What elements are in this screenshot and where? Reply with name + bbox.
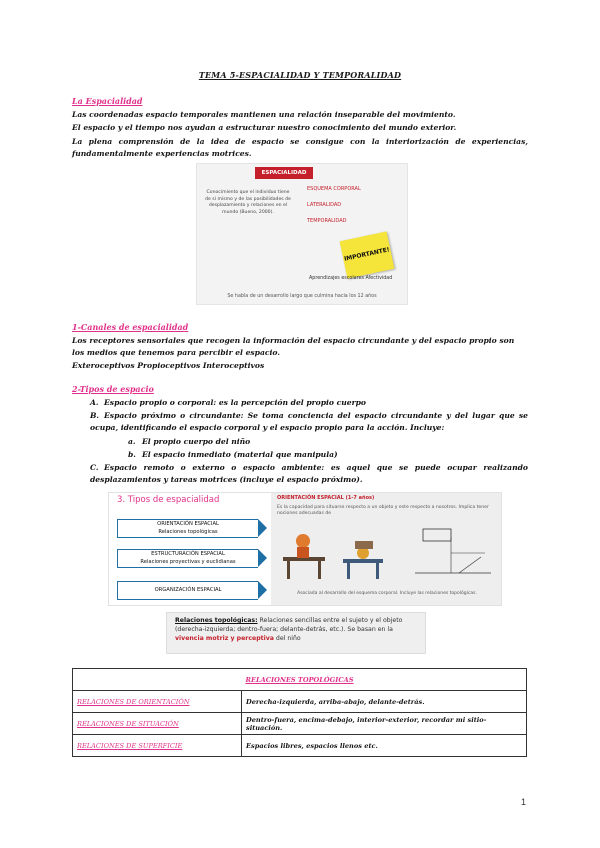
desk-illustration [281, 527, 401, 585]
table-cell-value: Derecha-izquierda, arriba-abajo, delante-detrás. [242, 691, 527, 713]
important-sticky-note: IMPORTANTE! [340, 231, 395, 278]
box-title: ESTRUCTURACIÓN ESPACIAL [151, 551, 225, 557]
slide-banner: ESPACIALIDAD [255, 167, 313, 179]
topologicas-highlight: vivencia motriz y perceptiva [175, 634, 274, 642]
list-marker: C. [90, 463, 99, 472]
topologicas-lead: Relaciones topológicas: [175, 617, 258, 624]
espacialidad-line-3: La plena comprensión de la idea de espacio se consigue con la interiorización de experiencias, fundamentalmente experiencias motrices. [72, 137, 528, 158]
tipos-espacialidad-slide [108, 492, 502, 606]
canales-heading: 1-Canales de espacialidad [72, 322, 189, 332]
table-cell-label: RELACIONES DE SUPERFICIE [73, 735, 242, 757]
box-title: ORGANIZACIÓN ESPACIAL [154, 587, 222, 593]
list-item-text: El espacio inmediato (material que manipula) [142, 450, 338, 459]
table-row [73, 691, 527, 713]
list-item-text: Espacio propio o corporal: es la percepción del propio cuerpo [104, 398, 366, 407]
tipos-heading: 2-Tipos de espacio [72, 384, 154, 394]
diagram-illustration [411, 523, 497, 585]
espacialidad-line-2: El espacio y el tiempo nos ayudan a estructurar nuestro conocimiento del mundo exterior. [72, 123, 457, 132]
orientacion-box [117, 519, 258, 538]
estructuracion-box [117, 549, 258, 568]
list-item [90, 410, 528, 434]
slide-definition: Conocimiento que el individuo tiene de sí mismo y de las posibilidades de desplazamiento y relaciones en el mundo (Bueno, 2000). [205, 190, 291, 215]
table-cell-value: Dentro-fuera, encima-debajo, interior-exterior, recordar mi sitio-situación. [242, 713, 527, 735]
relaciones-topologicas-slide [166, 612, 426, 654]
list-item-text: Espacio próximo o circundante: Se toma conciencia del espacio circundante y del lugar que se ocupa, identificando el espacio corporal y el espacio propio para la acción. Incluye: [90, 411, 528, 432]
slide-right-text: Es la capacidad para situarse respecto a un objeto y este respecto a nosotros. Implica tener nociones adecuadas de [277, 505, 489, 516]
list-subitem [128, 449, 528, 461]
slide-item-esquema: ESQUEMA CORPORAL [307, 186, 361, 192]
box-subtitle: Relaciones topológicas [158, 529, 218, 535]
table-row [73, 735, 527, 757]
box-title: ORIENTACIÓN ESPACIAL [157, 521, 219, 527]
topologicas-body: Relaciones sencillas entre el sujeto y el objeto (derecha-izquierda; dentro-fuera; delante-detrás, etc.). Se basan en la [175, 617, 403, 633]
organizacion-box [117, 581, 258, 600]
table-cell-value: Espacios libres, espacios llenos etc. [242, 735, 527, 757]
list-marker: b. [128, 450, 136, 459]
table-cell-label: RELACIONES DE SITUACIÓN [73, 713, 242, 735]
slide-aside: Aprendizajes escolares Afectividad [309, 276, 393, 281]
table-header-row [73, 669, 527, 691]
table-cell-label: RELACIONES DE ORIENTACIÓN [73, 691, 242, 713]
espacialidad-heading: La Espacialidad [72, 96, 143, 106]
slide-title: 3. Tipos de espacialidad [117, 495, 220, 505]
page-number: 1 [520, 797, 526, 807]
page-title: TEMA 5-ESPACIALIDAD Y TEMPORALIDAD [198, 70, 402, 80]
table-header: RELACIONES TOPOLÓGICAS [73, 669, 527, 691]
list-item-text: El propio cuerpo del niño [142, 437, 251, 446]
espacialidad-slide-image [196, 163, 408, 305]
slide-right-panel [271, 493, 501, 605]
slide-item-temporalidad: TEMPORALIDAD [307, 218, 347, 224]
list-marker: B. [90, 411, 100, 420]
table-row [73, 713, 527, 735]
list-item [90, 397, 528, 409]
espacialidad-line-1: Las coordenadas espacio temporales mantienen una relación inseparable del movimiento. [72, 110, 456, 119]
list-subitem [128, 436, 528, 448]
slide-right-footer: Asociada al desarrollo del esquema corporal. Incluye las relaciones topológicas. [297, 591, 477, 596]
canales-line-2: Exteroceptivos Propioceptivos Interoceptivos [72, 361, 265, 370]
slide-item-lateralidad: LATERALIDAD [307, 202, 342, 208]
relaciones-table [72, 668, 527, 757]
list-marker: A. [90, 398, 99, 407]
slide-right-heading: ORIENTACIÓN ESPACIAL (1-7 años) [277, 495, 375, 501]
list-marker: a. [128, 437, 136, 446]
list-item [90, 462, 528, 486]
slide-left-panel [109, 493, 269, 605]
canales-line-1: Los receptores sensoriales que recogen la información del espacio circundante y del espacio propio son los medios que tenemos para percibir el espacio. [72, 336, 515, 357]
list-item-text: Espacio remoto o externo o espacio ambiente: es aquel que se puede ocupar realizando desplazamientos y tareas motrices (incluye el espacio próximo). [90, 463, 528, 484]
topologicas-text [175, 617, 419, 643]
box-subtitle: Relaciones proyectivas y euclidianas [140, 559, 236, 565]
slide-caption: Se habla de un desarrollo largo que culmina hacia los 12 años [227, 294, 377, 299]
topologicas-tail: del niño [275, 634, 301, 642]
